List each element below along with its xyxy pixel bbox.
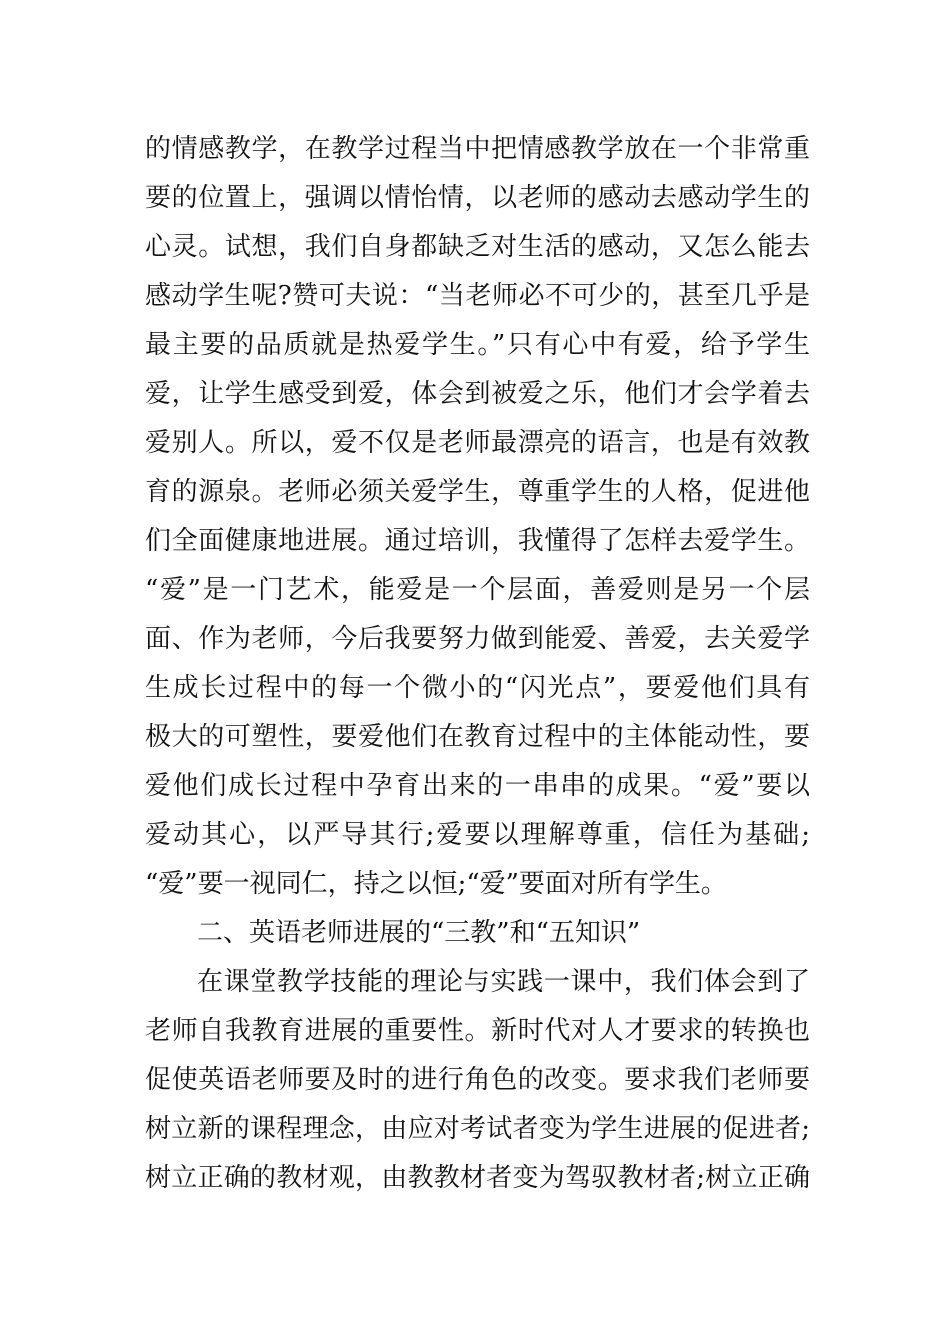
text-line: 树立新的课程理念，由应对考试者变为学生进展的促进者; bbox=[145, 1114, 810, 1144]
text-line: 育的源泉。老师必须关爱学生，尊重学生的人格，促进他 bbox=[145, 477, 810, 507]
text-line: 极大的可塑性，要爱他们在教育过程中的主体能动性，要 bbox=[145, 722, 810, 752]
section-heading: 二、英语老师进展的“三教”和“五知识” bbox=[197, 918, 641, 948]
text-line: 促使英语老师要及时的进行角色的改变。要求我们老师要 bbox=[145, 1065, 810, 1095]
body-text bbox=[145, 125, 810, 1203]
text-line: 爱动其心，以严导其行;爱要以理解尊重，信任为基础; bbox=[145, 820, 810, 850]
text-line: 最主要的品质就是热爱学生。”只有心中有爱，给予学生 bbox=[145, 330, 810, 360]
text-line: 们全面健康地进展。通过培训，我懂得了怎样去爱学生。 bbox=[145, 526, 810, 556]
text-line: 爱，让学生感受到爱，体会到被爱之乐，他们才会学着去 bbox=[145, 379, 810, 409]
text-line: 生成长过程中的每一个微小的“闪光点”，要爱他们具有 bbox=[145, 673, 810, 703]
text-line: 老师自我教育进展的重要性。新时代对人才要求的转换也 bbox=[145, 1016, 810, 1046]
text-line: 爱他们成长过程中孕育出来的一串串的成果。“爱”要以 bbox=[145, 771, 810, 801]
text-line: “爱”要一视同仁，持之以恒;“爱”要面对所有学生。 bbox=[145, 869, 727, 899]
text-line: 面、作为老师，今后我要努力做到能爱、善爱，去关爱学 bbox=[145, 624, 810, 654]
paragraph-first-line: 在课堂教学技能的理论与实践一课中，我们体会到了 bbox=[197, 967, 810, 997]
text-line: 心灵。试想，我们自身都缺乏对生活的感动，又怎么能去 bbox=[145, 232, 810, 262]
text-line: 爱别人。所以，爱不仅是老师最漂亮的语言，也是有效教 bbox=[145, 428, 810, 458]
text-line: 感动学生呢?赞可夫说：“当老师必不可少的，甚至几乎是 bbox=[145, 281, 810, 311]
text-line: 要的位置上，强调以情怡情，以老师的感动去感动学生的 bbox=[145, 183, 810, 213]
text-line: 的情感教学，在教学过程当中把情感教学放在一个非常重 bbox=[145, 134, 810, 164]
text-line: “爱”是一门艺术，能爱是一个层面，善爱则是另一个层 bbox=[145, 575, 810, 605]
text-line: 树立正确的教材观，由教教材者变为驾驭教材者;树立正确 bbox=[145, 1163, 810, 1193]
